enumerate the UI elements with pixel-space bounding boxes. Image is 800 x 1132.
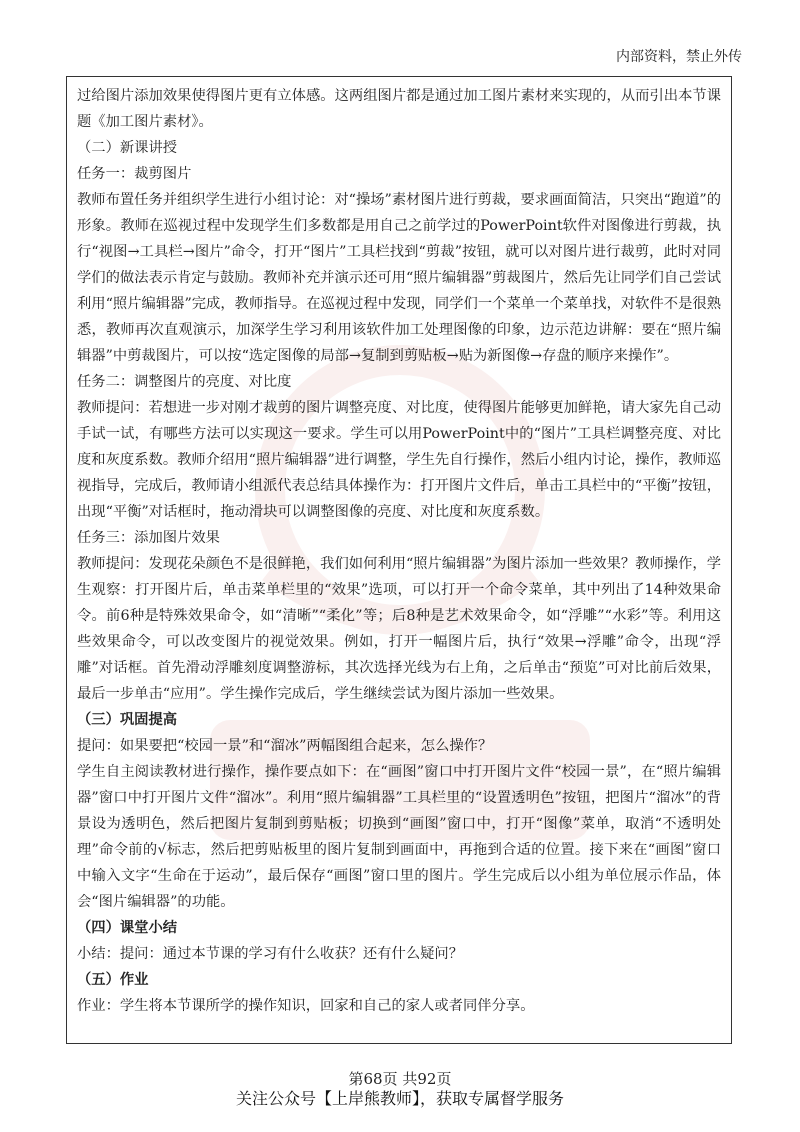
paragraph: 过给图片添加效果使得图片更有立体感。这两组图片都是通过加工图片素材来实现的，从而引出本节课题《加工图片素材》。 — [77, 88, 721, 130]
section-heading: （五）作业 — [77, 972, 149, 988]
paragraph: 任务三：添加图片效果 — [77, 530, 220, 546]
section-heading: （三）巩固提高 — [77, 712, 178, 728]
page-number: 第68页 共92页 — [348, 1070, 452, 1088]
lesson-content-box — [66, 76, 732, 1044]
paragraph: 学生自主阅读教材进行操作，操作要点如下：在“画图”窗口中打开图片文件“校园一景”，在“照片编辑器”窗口中打开图片文件“溜冰”。利用“照片编辑器”工具栏里的“设置透明色”按钮，把图片“溜冰”的背景设为透明色，然后把图片复制到剪贴板；切换到“画图”窗口中，打开“图像”菜单，取消“不透明处理”命令前的√标志，然后把剪贴板里的图片复制到画面中，再拖到合适的位置。接下来在“画图”窗口中输入文字“生命在于运动”，最后保存“画图”窗口里的图片。学生完成后以小组为单位展示作品，体会“图片编辑器”的功能。 — [77, 764, 721, 910]
paragraph: 教师布置任务并组织学生进行小组讨论：对“操场”素材图片进行剪裁，要求画面简洁，只突出“跑道”的形象。教师在巡视过程中发现学生们多数都是用自己之前学过的PowerPoint软件对图像进行剪裁，执行“视图→工具栏→图片”命令，打开“图片”工具栏找到“剪裁”按钮，就可以对图片进行裁剪，此时对同学们的做法表示肯定与鼓励。教师补充并演示还可用“照片编辑器”剪裁图片，然后先让同学们自己尝试利用“照片编辑器”完成，教师指导。在巡视过程中发现，同学们一个菜单一个菜单找，对软件不是很熟悉，教师再次直观演示，加深学生学习利用该软件加工处理图像的印象，边示范边讲解：要在“照片编辑器”中剪裁图片，可以按“选定图像的局部→复制到剪贴板→贴为新图像→存盘的顺序来操作”。 — [77, 192, 721, 364]
paragraph: 任务一：裁剪图片 — [77, 166, 192, 182]
paragraph: 作业：学生将本节课所学的操作知识，回家和自己的家人或者同伴分享。 — [77, 998, 535, 1014]
header-confidential-note: 内部资料，禁止外传 — [616, 49, 742, 65]
paragraph: 教师提问：若想进一步对刚才裁剪的图片调整亮度、对比度，使得图片能够更加鲜艳，请大家先自己动手试一试，有哪些方法可以实现这一要求。学生可以用PowerPoint中的“图片”工具栏调整亮度、对比度和灰度系数。教师介绍用“照片编辑器”进行调整，学生先自行操作，然后小组内讨论，操作，教师巡视指导，完成后，教师请小组派代表总结具体操作为：打开图片文件后，单击工具栏中的“平衡”按钮，出现“平衡”对话框时，拖动滑块可以调整图像的亮度、对比度和灰度系数。 — [77, 400, 721, 520]
paragraph: 小结：提问：通过本节课的学习有什么收获？还有什么疑问？ — [77, 946, 464, 962]
footer-promo-text: 关注公众号【上岸熊教师】，获取专属督学服务 — [235, 1089, 564, 1108]
section-heading: （四）课堂小结 — [77, 920, 178, 936]
paragraph: 教师提问：发现花朵颜色不是很鲜艳，我们如何利用“照片编辑器”为图片添加一些效果？教师操作，学生观察：打开图片后，单击菜单栏里的“效果”选项，可以打开一个命令菜单，其中列出了14种效果命令。前6种是特殊效果命令，如“清晰”“柔化”等；后8种是艺术效果命令，如“浮雕”“水彩”等。利用这些效果命令，可以改变图片的视觉效果。例如，打开一幅图片后，执行“效果→浮雕”命令，出现“浮雕”对话框。首先滑动浮雕刻度调整游标，其次选择光线为右上角，之后单击“预览”可对比前后效果，最后一步单击“应用”。学生操作完成后，学生继续尝试为图片添加一些效果。 — [77, 556, 721, 702]
paragraph: （二）新课讲授 — [77, 140, 178, 156]
paragraph: 任务二：调整图片的亮度、对比度 — [77, 374, 292, 390]
paragraph: 提问：如果要把“校园一景”和“溜冰”两幅图组合起来，怎么操作？ — [77, 738, 493, 754]
